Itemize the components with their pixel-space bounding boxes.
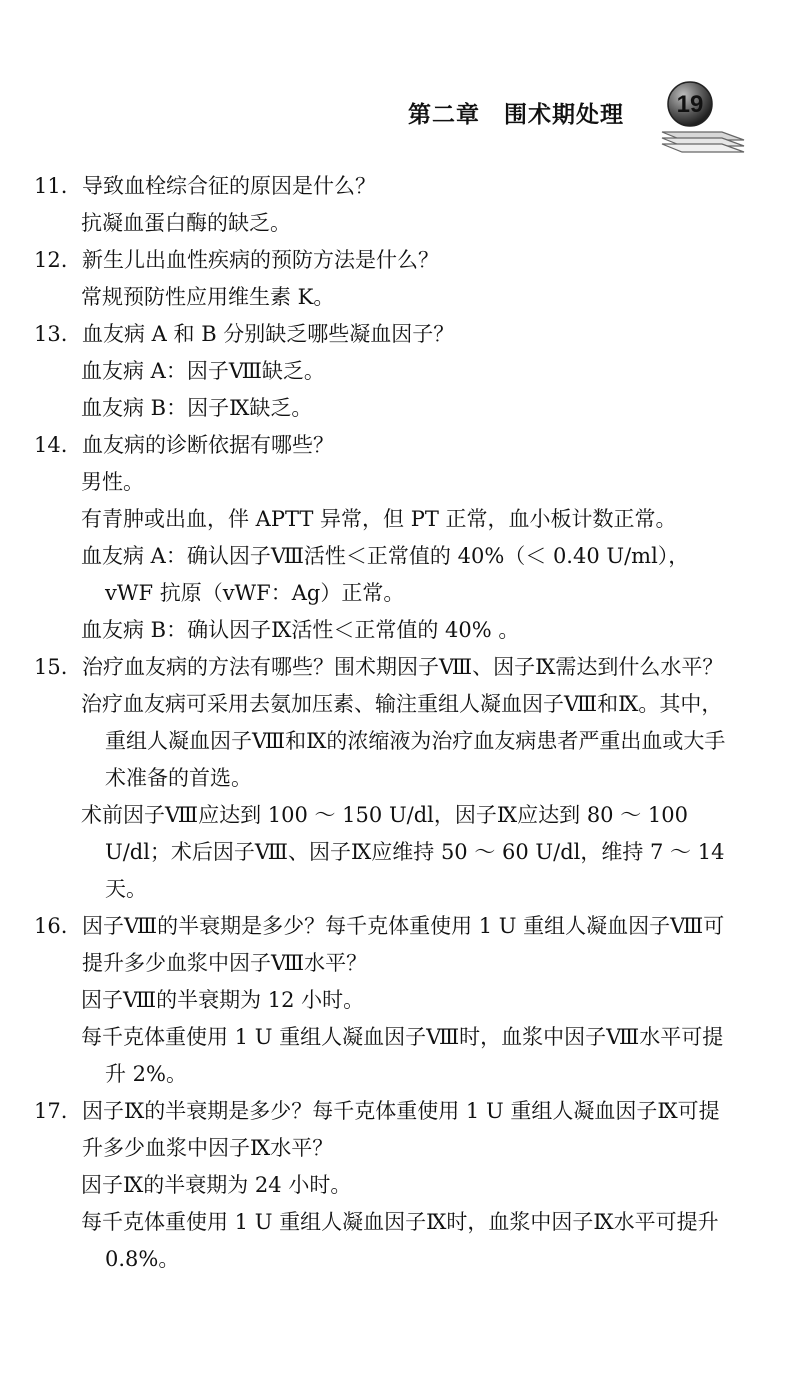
question: [0, 427, 800, 464]
question-number: 13.: [34, 322, 68, 346]
qa-item: [0, 427, 800, 649]
qa-item: [0, 316, 800, 427]
answer-paragraph: 血友病 A：因子Ⅷ缺乏。: [81, 359, 325, 383]
qa-item: [0, 242, 800, 316]
answer-paragraph: 血友病 B：因子Ⅸ缺乏。: [81, 396, 313, 420]
qa-item: [0, 649, 800, 908]
qa-item: [0, 1093, 800, 1278]
question-text: 新生儿出血性疾病的预防方法是什么？: [82, 248, 439, 272]
qa-item: [0, 168, 800, 242]
question-text: 导致血栓综合征的原因是什么？: [82, 174, 376, 198]
question-text: 血友病的诊断依据有哪些？: [82, 433, 334, 457]
page-number: 19: [676, 91, 704, 118]
question-number: 17.: [34, 1099, 68, 1123]
question: [0, 649, 800, 686]
question-text: 治疗血友病的方法有哪些？围术期因子Ⅷ、因子Ⅸ需达到什么水平？: [82, 655, 724, 679]
question: [0, 316, 800, 353]
chapter-title: 第二章 围术期处理: [408, 102, 624, 128]
answer-paragraph: 男性。: [81, 470, 144, 494]
question-text: 因子Ⅸ的半衰期是多少？每千克体重使用 1 U 重组人凝血因子Ⅸ可提升多少血浆中因子Ⅸ水平？: [82, 1099, 720, 1160]
question: [0, 168, 800, 205]
question-number: 12.: [34, 248, 68, 272]
question-text: 血友病 A 和 B 分别缺乏哪些凝血因子？: [82, 322, 455, 346]
question: [0, 908, 800, 982]
answer-paragraph: 因子Ⅸ的半衰期为 24 小时。: [81, 1173, 352, 1197]
answer-paragraph: 治疗血友病可采用去氨加压素、输注重组人凝血因子Ⅷ和Ⅸ。其中，重组人凝血因子Ⅷ和Ⅸ的浓缩液为治疗血友病患者严重出血或大手术准备的首选。: [81, 692, 726, 790]
question-number: 14.: [34, 433, 68, 457]
question-number: 16.: [34, 914, 68, 938]
question: [0, 242, 800, 279]
answer-paragraph: 术前因子Ⅷ应达到 100 ～ 150 U/dl，因子Ⅸ应达到 80 ～ 100 U/dl；术后因子Ⅷ、因子Ⅸ应维持 50 ～ 60 U/dl，维持 7 ～ 14 天。: [81, 803, 725, 901]
answer-paragraph: 抗凝血蛋白酶的缺乏。: [81, 211, 291, 235]
answer-paragraph: 常规预防性应用维生素 K。: [81, 285, 335, 309]
answer-paragraph: 因子Ⅷ的半衰期为 12 小时。: [81, 988, 365, 1012]
qa-list: [0, 168, 800, 1278]
question-text: 因子Ⅷ的半衰期是多少？每千克体重使用 1 U 重组人凝血因子Ⅷ可提升多少血浆中因子Ⅷ水平？: [82, 914, 725, 975]
page-number-badge: [652, 80, 748, 160]
answer-paragraph: 每千克体重使用 1 U 重组人凝血因子Ⅸ时，血浆中因子Ⅸ水平可提升 0.8%。: [81, 1210, 719, 1271]
answer-paragraph: 血友病 A：确认因子Ⅷ活性＜正常值的 40%（＜ 0.40 U/ml），vWF 抗原（vWF：Ag）正常。: [81, 544, 690, 605]
question-number: 11.: [34, 174, 68, 198]
answer-paragraph: 有青肿或出血，伴 APTT 异常，但 PT 正常，血小板计数正常。: [81, 507, 677, 531]
question-number: 15.: [34, 655, 68, 679]
answer-paragraph: 血友病 B：确认因子Ⅸ活性＜正常值的 40% 。: [81, 618, 520, 642]
qa-item: [0, 908, 800, 1093]
question: [0, 1093, 800, 1167]
page-header: [408, 86, 748, 138]
answer-paragraph: 每千克体重使用 1 U 重组人凝血因子Ⅷ时，血浆中因子Ⅷ水平可提升 2%。: [81, 1025, 724, 1086]
